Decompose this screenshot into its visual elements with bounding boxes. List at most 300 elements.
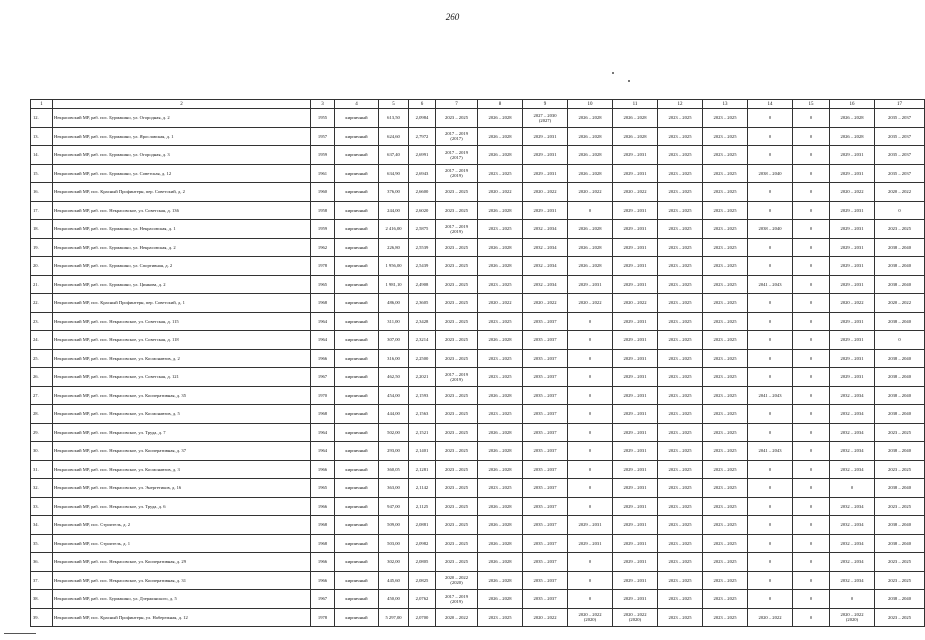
cell-c14: 0 <box>748 497 793 516</box>
column-header: 12 <box>658 100 703 109</box>
table-row <box>31 368 925 387</box>
cell-addr: Некрасовский МР, раб. пос. Некрасовское, ул. Космонавтов, д. 3 <box>53 460 311 479</box>
column-header: 13 <box>703 100 748 109</box>
cell-c13: 2023 – 2025 <box>703 220 748 239</box>
cell-c14: 0 <box>748 257 793 276</box>
cell-c17: 2035 – 2037 <box>875 127 925 146</box>
cell-c16: 2029 – 2031 <box>830 164 875 183</box>
cell-c10: 0 <box>568 349 613 368</box>
cell-c12: 2023 – 2025 <box>658 405 703 424</box>
scan-speck <box>612 72 614 74</box>
cell-c17: 2035 – 2037 <box>875 164 925 183</box>
cell-c13: 2023 – 2025 <box>703 608 748 627</box>
cell-c13: 2023 – 2025 <box>703 164 748 183</box>
cell-c12: 2023 – 2025 <box>658 220 703 239</box>
cell-c10: 2029 – 2031 <box>568 516 613 535</box>
cell-n: 32. <box>31 479 53 498</box>
cell-c16: 0 <box>830 479 875 498</box>
cell-year: 1965 <box>311 479 335 498</box>
cell-c8: 2026 – 2028 <box>478 386 523 405</box>
cell-area: 947,00 <box>379 497 409 516</box>
cell-c11: 2029 – 2031 <box>613 553 658 572</box>
cell-c17: 2023 – 2025 <box>875 497 925 516</box>
table-row <box>31 534 925 553</box>
cell-c15: 0 <box>793 220 830 239</box>
cell-c8: 2023 – 2025 <box>478 405 523 424</box>
cell-c17: 2038 – 2040 <box>875 257 925 276</box>
cell-c8: 2026 – 2028 <box>478 331 523 350</box>
cell-c16: 2029 – 2031 <box>830 220 875 239</box>
cell-c17: 2038 – 2040 <box>875 238 925 257</box>
cell-c8: 2026 – 2028 <box>478 238 523 257</box>
cell-n: 21. <box>31 275 53 294</box>
cell-addr: Некрасовский МР, пос. Красный Профинтерн, пер. Советский, д. 2 <box>53 183 311 202</box>
cell-c7: 2017 – 2019 (2019) <box>436 164 478 183</box>
cell-c15: 0 <box>793 553 830 572</box>
cell-area: 302,00 <box>379 553 409 572</box>
cell-addr: Некрасовский МР, пос. Красный Профинтерн, пер. Советский, д. 1 <box>53 294 311 313</box>
cell-c16: 2032 – 2034 <box>830 386 875 405</box>
cell-c13: 2023 – 2025 <box>703 109 748 128</box>
cell-mat: кирпичный <box>335 534 379 553</box>
cell-area: 1 981,10 <box>379 275 409 294</box>
table-row <box>31 294 925 313</box>
cell-area: 502,00 <box>379 423 409 442</box>
cell-c10: 0 <box>568 312 613 331</box>
cell-c16: 2020 – 2022 <box>830 183 875 202</box>
cell-c12: 2023 – 2025 <box>658 571 703 590</box>
cell-c16: 2026 – 2028 <box>830 109 875 128</box>
cell-c13: 2023 – 2025 <box>703 146 748 165</box>
cell-c8: 2026 – 2028 <box>478 109 523 128</box>
column-header: 17 <box>875 100 925 109</box>
cell-c10: 0 <box>568 571 613 590</box>
cell-c17: 2023 – 2025 <box>875 571 925 590</box>
cell-n: 16. <box>31 183 53 202</box>
cell-c14: 0 <box>748 516 793 535</box>
cell-c14: 0 <box>748 571 793 590</box>
cell-mat: кирпичный <box>335 460 379 479</box>
cell-addr: Некрасовский МР, раб. пос. Бурмакино, ул. Огородная, д. 3 <box>53 146 311 165</box>
cell-c11: 2029 – 2031 <box>613 349 658 368</box>
cell-c7: 2023 – 2025 <box>436 405 478 424</box>
cell-mat: кирпичный <box>335 349 379 368</box>
column-header: 6 <box>409 100 436 109</box>
column-header: 1 <box>31 100 53 109</box>
cell-c12: 2023 – 2025 <box>658 109 703 128</box>
cell-wear: 2,1401 <box>409 442 436 461</box>
cell-n: 12. <box>31 109 53 128</box>
table-row <box>31 386 925 405</box>
cell-c14: 0 <box>748 405 793 424</box>
table-row <box>31 423 925 442</box>
cell-wear: 2,0825 <box>409 571 436 590</box>
cell-c17: 2038 – 2040 <box>875 275 925 294</box>
cell-c7: 2020 – 2022 <box>436 608 478 627</box>
cell-c16: 2032 – 2034 <box>830 460 875 479</box>
table-row <box>31 571 925 590</box>
cell-c8: 2026 – 2028 <box>478 460 523 479</box>
cell-year: 1964 <box>311 442 335 461</box>
cell-n: 28. <box>31 405 53 424</box>
cell-c9: 2029 – 2031 <box>523 201 568 220</box>
cell-c13: 2023 – 2025 <box>703 294 748 313</box>
cell-c10: 2020 – 2022 <box>568 294 613 313</box>
table-row <box>31 553 925 572</box>
cell-year: 1962 <box>311 238 335 257</box>
cell-c13: 2023 – 2025 <box>703 590 748 609</box>
cell-addr: Некрасовский МР, раб. пос. Некрасовское, ул. Советская, д. 118 <box>53 331 311 350</box>
cell-n: 34. <box>31 516 53 535</box>
cell-c7: 2017 – 2019 (2019) <box>436 368 478 387</box>
housing-register-table <box>30 99 925 627</box>
table-row <box>31 497 925 516</box>
table-row <box>31 516 925 535</box>
cell-year: 1966 <box>311 553 335 572</box>
cell-c12: 2023 – 2025 <box>658 460 703 479</box>
cell-addr: Некрасовский МР, раб. пос. Некрасовское, ул. Космонавтов, д. 2 <box>53 349 311 368</box>
cell-c7: 2023 – 2025 <box>436 109 478 128</box>
cell-c8: 2023 – 2025 <box>478 608 523 627</box>
cell-c7: 2017 – 2019 (2019) <box>436 220 478 239</box>
cell-n: 13. <box>31 127 53 146</box>
cell-c17: 2023 – 2025 <box>875 460 925 479</box>
cell-c17: 2038 – 2040 <box>875 368 925 387</box>
cell-c13: 2023 – 2025 <box>703 516 748 535</box>
cell-year: 1978 <box>311 257 335 276</box>
cell-c11: 2026 – 2028 <box>613 109 658 128</box>
cell-mat: кирпичный <box>335 608 379 627</box>
cell-n: 30. <box>31 442 53 461</box>
cell-area: 454,00 <box>379 386 409 405</box>
cell-c13: 2023 – 2025 <box>703 460 748 479</box>
table-row <box>31 275 925 294</box>
cell-c16: 2032 – 2034 <box>830 423 875 442</box>
cell-c10: 0 <box>568 368 613 387</box>
column-header: 8 <box>478 100 523 109</box>
cell-c14: 0 <box>748 590 793 609</box>
cell-c15: 0 <box>793 294 830 313</box>
cell-c7: 2023 – 2025 <box>436 553 478 572</box>
cell-c8: 2023 – 2025 <box>478 479 523 498</box>
table-row <box>31 238 925 257</box>
cell-c7: 2017 – 2019 (2019) <box>436 590 478 609</box>
cell-c7: 2023 – 2025 <box>436 275 478 294</box>
cell-c13: 2023 – 2025 <box>703 127 748 146</box>
cell-c15: 0 <box>793 516 830 535</box>
cell-c10: 2026 – 2028 <box>568 257 613 276</box>
cell-area: 444,00 <box>379 405 409 424</box>
cell-area: 624,60 <box>379 127 409 146</box>
cell-wear: 2,3605 <box>409 294 436 313</box>
table-row <box>31 109 925 128</box>
cell-c17: 2038 – 2040 <box>875 479 925 498</box>
cell-mat: кирпичный <box>335 257 379 276</box>
cell-wear: 2,0700 <box>409 608 436 627</box>
cell-wear: 2,5539 <box>409 238 436 257</box>
cell-c15: 0 <box>793 460 830 479</box>
cell-c15: 0 <box>793 590 830 609</box>
cell-c12: 2023 – 2025 <box>658 516 703 535</box>
cell-wear: 2,0881 <box>409 516 436 535</box>
cell-addr: Некрасовский МР, раб. пос. Бурмакино, ул. Некрасовская, д. 1 <box>53 220 311 239</box>
cell-c7: 2023 – 2025 <box>436 238 478 257</box>
table-row <box>31 331 925 350</box>
cell-area: 316,00 <box>379 349 409 368</box>
cell-c8: 2026 – 2028 <box>478 423 523 442</box>
cell-c8: 2023 – 2025 <box>478 349 523 368</box>
cell-c15: 0 <box>793 312 830 331</box>
cell-n: 38. <box>31 590 53 609</box>
cell-mat: кирпичный <box>335 294 379 313</box>
cell-wear: 2,7972 <box>409 127 436 146</box>
cell-c7: 2023 – 2025 <box>436 516 478 535</box>
cell-n: 22. <box>31 294 53 313</box>
cell-c11: 2029 – 2031 <box>613 312 658 331</box>
cell-n: 27. <box>31 386 53 405</box>
cell-addr: Некрасовский МР, пос. Строитель, д. 1 <box>53 534 311 553</box>
cell-c11: 2029 – 2031 <box>613 368 658 387</box>
cell-addr: Некрасовский МР, раб. пос. Бурмакино, ул. Огородная, д. 2 <box>53 109 311 128</box>
cell-area: 293,00 <box>379 442 409 461</box>
cell-addr: Некрасовский МР, раб. пос. Некрасовское, ул. Труда, д. 7 <box>53 423 311 442</box>
cell-c17: 2038 – 2040 <box>875 442 925 461</box>
cell-c13: 2023 – 2025 <box>703 386 748 405</box>
cell-c12: 2023 – 2025 <box>658 590 703 609</box>
cell-c13: 2023 – 2025 <box>703 534 748 553</box>
cell-n: 17. <box>31 201 53 220</box>
cell-c13: 2023 – 2025 <box>703 201 748 220</box>
cell-addr: Некрасовский МР, раб. пос. Бурмакино, ул. Цинкова, д. 2 <box>53 275 311 294</box>
cell-c8: 2023 – 2025 <box>478 368 523 387</box>
table-row <box>31 201 925 220</box>
cell-c13: 2023 – 2025 <box>703 442 748 461</box>
page-number: 260 <box>445 12 460 22</box>
cell-c9: 2032 – 2034 <box>523 220 568 239</box>
cell-wear: 2,1142 <box>409 479 436 498</box>
cell-c12: 2023 – 2025 <box>658 183 703 202</box>
scan-speck <box>628 80 630 82</box>
cell-c11: 2029 – 2031 <box>613 146 658 165</box>
cell-area: 226,80 <box>379 238 409 257</box>
cell-c16: 2020 – 2022 (2020) <box>830 608 875 627</box>
cell-c9: 2035 – 2037 <box>523 590 568 609</box>
cell-c16: 2029 – 2031 <box>830 257 875 276</box>
cell-c11: 2029 – 2031 <box>613 164 658 183</box>
cell-c16: 2032 – 2034 <box>830 497 875 516</box>
cell-c11: 2029 – 2031 <box>613 442 658 461</box>
cell-c9: 2035 – 2037 <box>523 460 568 479</box>
cell-wear: 2,0984 <box>409 109 436 128</box>
cell-c13: 2023 – 2025 <box>703 423 748 442</box>
cell-wear: 2,6020 <box>409 201 436 220</box>
cell-c9: 2035 – 2037 <box>523 349 568 368</box>
cell-c8: 2026 – 2028 <box>478 201 523 220</box>
cell-c11: 2029 – 2031 <box>613 479 658 498</box>
cell-n: 18. <box>31 220 53 239</box>
cell-c17: 2023 – 2025 <box>875 220 925 239</box>
cell-c11: 2029 – 2031 <box>613 201 658 220</box>
cell-c13: 2023 – 2025 <box>703 368 748 387</box>
table-row <box>31 442 925 461</box>
cell-c17: 2038 – 2040 <box>875 312 925 331</box>
cell-c11: 2020 – 2022 (2020) <box>613 608 658 627</box>
scan-line <box>4 633 36 634</box>
cell-c17: 2023 – 2025 <box>875 423 925 442</box>
cell-n: 31. <box>31 460 53 479</box>
cell-c11: 2029 – 2031 <box>613 423 658 442</box>
column-header: 5 <box>379 100 409 109</box>
cell-area: 613,50 <box>379 109 409 128</box>
cell-addr: Некрасовский МР, раб. пос. Некрасовское, ул. Советская, д. 115 <box>53 312 311 331</box>
cell-c17: 2038 – 2040 <box>875 349 925 368</box>
cell-area: 376,00 <box>379 183 409 202</box>
cell-c10: 0 <box>568 331 613 350</box>
cell-mat: кирпичный <box>335 127 379 146</box>
cell-c13: 2023 – 2025 <box>703 497 748 516</box>
cell-c11: 2029 – 2031 <box>613 497 658 516</box>
cell-c15: 0 <box>793 368 830 387</box>
cell-mat: кирпичный <box>335 479 379 498</box>
cell-c17: 2023 – 2025 <box>875 608 925 627</box>
cell-c14: 0 <box>748 146 793 165</box>
cell-c9: 2029 – 2031 <box>523 146 568 165</box>
cell-c15: 0 <box>793 201 830 220</box>
cell-c9: 2035 – 2037 <box>523 516 568 535</box>
cell-c7: 2023 – 2025 <box>436 386 478 405</box>
cell-c12: 2023 – 2025 <box>658 349 703 368</box>
cell-year: 1964 <box>311 312 335 331</box>
cell-mat: кирпичный <box>335 146 379 165</box>
cell-c10: 0 <box>568 386 613 405</box>
cell-wear: 2,1521 <box>409 423 436 442</box>
column-header: 7 <box>436 100 478 109</box>
header-row <box>31 100 925 109</box>
cell-c7: 2023 – 2025 <box>436 497 478 516</box>
cell-c7: 2023 – 2025 <box>436 201 478 220</box>
cell-year: 1968 <box>311 405 335 424</box>
cell-c16: 2029 – 2031 <box>830 312 875 331</box>
cell-c12: 2023 – 2025 <box>658 146 703 165</box>
cell-c11: 2029 – 2031 <box>613 331 658 350</box>
cell-c16: 2020 – 2022 <box>830 294 875 313</box>
cell-n: 20. <box>31 257 53 276</box>
cell-c7: 2023 – 2025 <box>436 183 478 202</box>
cell-c14: 2041 – 2043 <box>748 386 793 405</box>
cell-addr: Некрасовский МР, раб. пос. Некрасовское, ул. Кооперативная, д. 35 <box>53 386 311 405</box>
cell-c13: 2023 – 2025 <box>703 312 748 331</box>
cell-c7: 2017 – 2019 (2017) <box>436 127 478 146</box>
cell-c13: 2023 – 2025 <box>703 349 748 368</box>
cell-year: 1959 <box>311 220 335 239</box>
cell-c8: 2026 – 2028 <box>478 553 523 572</box>
cell-addr: Некрасовский МР, раб. пос. Некрасовское, ул. Труда, д. 6 <box>53 497 311 516</box>
cell-c15: 0 <box>793 405 830 424</box>
cell-area: 244,00 <box>379 201 409 220</box>
table-row <box>31 479 925 498</box>
cell-c15: 0 <box>793 534 830 553</box>
cell-mat: кирпичный <box>335 405 379 424</box>
cell-c14: 0 <box>748 127 793 146</box>
cell-c7: 2023 – 2025 <box>436 460 478 479</box>
cell-c10: 0 <box>568 553 613 572</box>
cell-year: 1958 <box>311 201 335 220</box>
cell-c9: 2035 – 2037 <box>523 479 568 498</box>
cell-year: 1966 <box>311 497 335 516</box>
cell-c15: 0 <box>793 442 830 461</box>
column-header: 3 <box>311 100 335 109</box>
cell-c17: 2035 – 2037 <box>875 109 925 128</box>
cell-wear: 2,4908 <box>409 275 436 294</box>
cell-c7: 2023 – 2025 <box>436 423 478 442</box>
cell-c13: 2023 – 2025 <box>703 571 748 590</box>
cell-wear: 2,5439 <box>409 257 436 276</box>
cell-year: 1968 <box>311 534 335 553</box>
cell-year: 1964 <box>311 423 335 442</box>
cell-c12: 2023 – 2025 <box>658 257 703 276</box>
cell-c8: 2026 – 2028 <box>478 590 523 609</box>
cell-wear: 2,0805 <box>409 553 436 572</box>
cell-wear: 2,6600 <box>409 183 436 202</box>
cell-c8: 2026 – 2028 <box>478 516 523 535</box>
cell-addr: Некрасовский МР, раб. пос. Бурмакино, ул. Некрасовская, д. 2 <box>53 238 311 257</box>
cell-c14: 0 <box>748 294 793 313</box>
cell-c12: 2023 – 2025 <box>658 497 703 516</box>
cell-c10: 2029 – 2031 <box>568 275 613 294</box>
cell-n: 19. <box>31 238 53 257</box>
cell-c15: 0 <box>793 257 830 276</box>
cell-c7: 2023 – 2025 <box>436 257 478 276</box>
cell-c15: 0 <box>793 275 830 294</box>
cell-c10: 2020 – 2022 <box>568 183 613 202</box>
cell-wear: 2,3428 <box>409 312 436 331</box>
cell-c14: 2038 – 2040 <box>748 220 793 239</box>
cell-area: 5 297,00 <box>379 608 409 627</box>
cell-c8: 2023 – 2025 <box>478 312 523 331</box>
cell-c17: 2023 – 2025 <box>875 553 925 572</box>
cell-year: 1967 <box>311 368 335 387</box>
cell-addr: Некрасовский МР, раб. пос. Бурмакино, ул. Ярославская, д. 1 <box>53 127 311 146</box>
cell-wear: 2,6991 <box>409 146 436 165</box>
cell-c7: 2023 – 2025 <box>436 331 478 350</box>
cell-year: 1967 <box>311 590 335 609</box>
cell-c14: 2041 – 2043 <box>748 442 793 461</box>
cell-c9: 2035 – 2037 <box>523 405 568 424</box>
column-header: 16 <box>830 100 875 109</box>
table-row <box>31 405 925 424</box>
cell-wear: 2,1281 <box>409 460 436 479</box>
cell-c15: 0 <box>793 331 830 350</box>
cell-c10: 2026 – 2028 <box>568 220 613 239</box>
table-row <box>31 257 925 276</box>
cell-c10: 0 <box>568 201 613 220</box>
cell-c12: 2023 – 2025 <box>658 534 703 553</box>
table-row <box>31 590 925 609</box>
cell-c10: 2026 – 2028 <box>568 146 613 165</box>
cell-c7: 2023 – 2025 <box>436 442 478 461</box>
cell-c10: 2026 – 2028 <box>568 164 613 183</box>
cell-c9: 2020 – 2022 <box>523 294 568 313</box>
cell-c15: 0 <box>793 183 830 202</box>
cell-c16: 2029 – 2031 <box>830 349 875 368</box>
cell-c12: 2023 – 2025 <box>658 294 703 313</box>
cell-c17: 2038 – 2040 <box>875 405 925 424</box>
cell-c17: 2020 – 2022 <box>875 294 925 313</box>
cell-c16: 2029 – 2031 <box>830 238 875 257</box>
cell-n: 35. <box>31 534 53 553</box>
cell-c13: 2023 – 2025 <box>703 479 748 498</box>
cell-c11: 2029 – 2031 <box>613 516 658 535</box>
